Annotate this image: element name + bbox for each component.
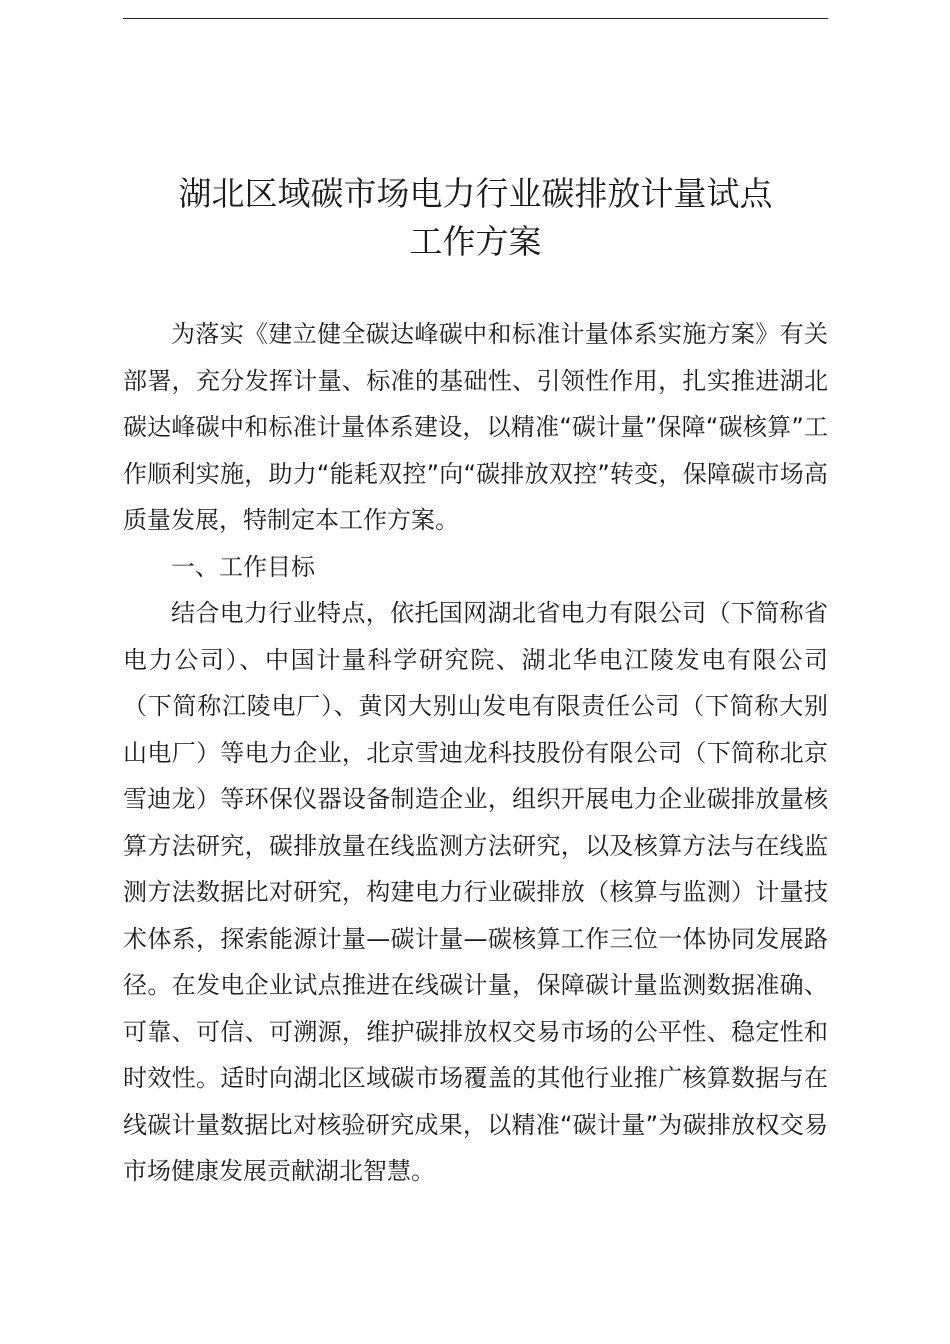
intro-paragraph: 为落实《建立健全碳达峰碳中和标准计量体系实施方案》有关部署，充分发挥计量、标准的基础性、引领性作用，扎实推进湖北碳达峰碳中和标准计量体系建设，以精准“碳计量”保障“碳核算”工作顺利实施，助力“能耗双控”向“碳排放双控”转变，保障碳市场高质量发展，特制定本工作方案。 xyxy=(123,320,828,534)
goals-paragraph: 结合电力行业特点，依托国网湖北省电力有限公司（下简称省电力公司）、中国计量科学研究院、湖北华电江陵发电有限公司（下简称江陵电厂）、黄冈大别山发电有限责任公司（下简称大别山电厂）等电力企业，北京雪迪龙科技股份有限公司（下简称北京雪迪龙）等环保仪器设备制造企业，组织开展电力企业碳排放量核算方法研究，碳排放量在线监测方法研究，以及核算方法与在线监测方法数据比对研究，构建电力行业碳排放（核算与监测）计量技术体系，探索能源计量—碳计量—碳核算工作三位一体协同发展路径。在发电企业试点推进在线碳计量，保障碳计量监测数据准确、可靠、可信、可溯源，维护碳排放权交易市场的公平性、稳定性和时效性。适时向湖北区域碳市场覆盖的其他行业推广核算数据与在线碳计量数据比对核验研究成果，以精准“碳计量”为碳排放权交易市场健康发展贡献湖北智慧。 xyxy=(123,599,828,1185)
title-line-2: 工作方案 xyxy=(409,222,542,261)
document-title xyxy=(123,170,828,266)
header-rule xyxy=(123,18,828,19)
title-line-1: 湖北区域碳市场电力行业碳排放计量试点 xyxy=(178,174,773,213)
section-heading-goals: 一、工作目标 xyxy=(171,552,315,581)
document-body xyxy=(123,311,828,1195)
